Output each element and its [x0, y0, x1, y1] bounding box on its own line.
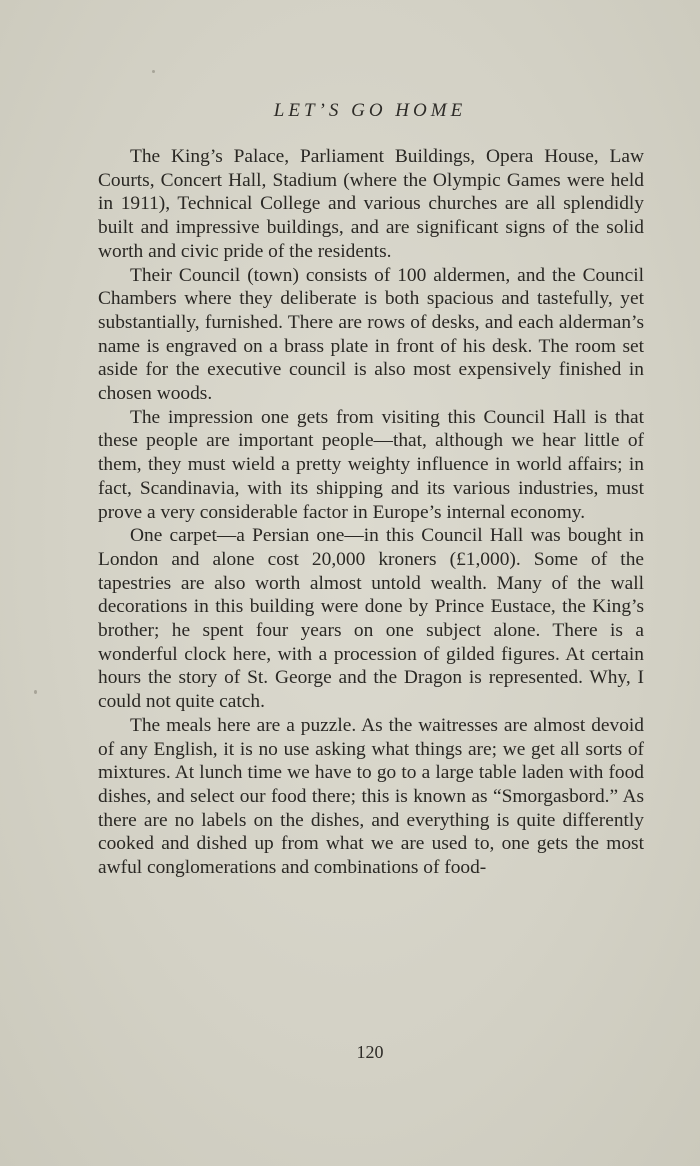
paragraph: The meals here are a puzzle. As the waitresses are almost devoid of any English, it is no use asking what things are; we get all sorts of mixtures. At lunch time we have to go to a large table laden with food dishes, and select our food there; this is known as “Smorgasbord.” As there are no labels on the dishes, and everything is quite differently cooked and dished up from what we are used to, one gets the most awful conglomerations and combinations of food- [98, 714, 644, 879]
paragraph: One carpet—a Persian one—in this Council Hall was bought in London and alone cost 20,000 kroners (£1,000). Some of the tapestries are also worth almost untold wealth. Many of the wall decorations in this building were done by Prince Eustace, the King’s brother; he spent four years on one subject alone. There is a wonderful clock here, with a procession of gilded figures. At certain hours the story of St. George and the Dragon is represented. Why, I could not quite catch. [98, 525, 644, 713]
paragraph: Their Council (town) consists of 100 aldermen, and the Council Chambers where they deliberate is both spacious and tastefully, yet substantially, furnished. There are rows of desks, and each alderman’s name is engraved on a brass plate in front of his desk. The room set aside for the executive council is also most expensively finished in chosen woods. [98, 264, 644, 405]
running-head: LET’S GO HOME [273, 100, 467, 121]
page-number: 120 [356, 1042, 384, 1062]
paragraph: The King’s Palace, Parliament Buildings, Opera House, Law Courts, Concert Hall, Stadium (where the Olympic Games were held in 1911), Technical College and various churches are all splendidly built and impressive buildings, and are significant signs of the solid worth and civic pride of the residents. [98, 146, 644, 262]
paragraph: The impression one gets from visiting this Council Hall is that these people are important people—that, although we hear little of them, they must wield a pretty weighty influence in world affairs; in fact, Scandinavia, with its shipping and its various industries, must prove a very considerable factor in Europe’s internal economy. [98, 406, 644, 523]
paper-speck [152, 70, 155, 73]
body-text [98, 145, 644, 880]
paper-speck [34, 690, 37, 694]
